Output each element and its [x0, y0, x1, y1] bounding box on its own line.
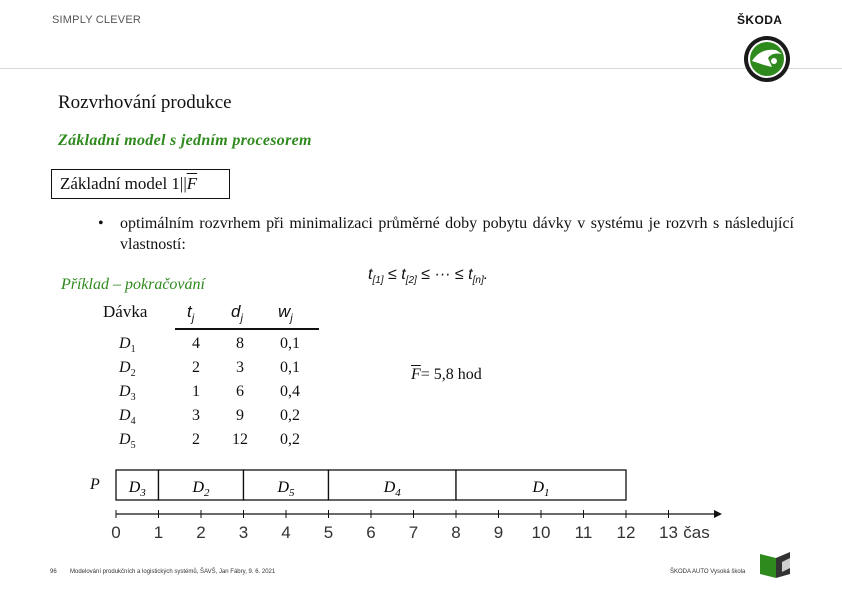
table-cell-w: 0,2: [280, 431, 300, 448]
batch-table: [95, 302, 325, 452]
axis-tick-label: 11: [574, 523, 593, 542]
header-w: $w_j$: [278, 302, 293, 325]
table-cell-t: 2: [192, 431, 200, 448]
axis-tick-label: 13: [659, 523, 678, 542]
table-cell-t: 4: [192, 335, 200, 352]
table-cell-t: 2: [192, 359, 200, 376]
axis-tick-label: 4: [281, 523, 291, 542]
axis-unit-label: čas: [683, 523, 710, 542]
processor-label: P: [90, 476, 100, 493]
gantt-segment-label: $D_2$: [192, 479, 210, 499]
axis-tick-label: 5: [323, 523, 334, 542]
gantt-segment-label: $D_4$: [383, 479, 401, 499]
table-cell-w: 0,4: [280, 383, 300, 400]
objective-number: = 5,8 hod: [420, 366, 482, 383]
example-heading: Příklad – pokračování: [61, 276, 205, 293]
axis-tick-label: 10: [531, 523, 551, 542]
brand-slogan: SIMPLY CLEVER: [52, 14, 142, 26]
gantt-segment-label: $D_1$: [532, 479, 550, 499]
footer-school: ŠKODA AUTO Vysoká škola: [670, 569, 746, 575]
formula-text: $t_{[1]} \le t_{[2]}$ ≤ ··· ≤ $t_{[n]}$.: [368, 266, 489, 287]
table-cell-batch: $D_2$: [119, 359, 136, 380]
axis-tick-label: 6: [366, 523, 376, 542]
axis-tick-label: 8: [451, 523, 461, 542]
axis-tick-label: 12: [616, 523, 636, 542]
axis-tick-label: 3: [238, 523, 249, 542]
objective-symbol: $\overline{F}$: [411, 366, 421, 383]
bullet-text: optimálním rozvrhem při minimalizaci průměrné doby pobytu dávky v systému je rozvrh s následující vlastností:: [120, 215, 794, 253]
table-cell-d: 6: [236, 383, 244, 400]
table-cell-t: 1: [192, 383, 200, 400]
table-header-rule: [175, 328, 319, 330]
model-symbol: $\overline{F}$: [186, 174, 198, 193]
page-title: Rozvrhování produkce: [58, 92, 232, 113]
axis-tick-label: 0: [111, 523, 121, 542]
table-cell-d: 8: [236, 335, 244, 352]
table-cell-d: 3: [236, 359, 244, 376]
table-cell-batch: $D_1$: [119, 335, 136, 356]
gantt-segment-label: $D_5$: [277, 479, 295, 499]
axis-tick-label: 2: [196, 523, 206, 542]
page-number: 96: [50, 569, 57, 575]
table-cell-batch: $D_4$: [119, 407, 136, 428]
table-cell-batch: $D_3$: [119, 383, 136, 404]
header-batch: Dávka: [103, 302, 148, 321]
brand-name: ŠKODA: [737, 13, 783, 27]
ordering-formula: [368, 266, 488, 286]
gantt-segment-label: $D_3$: [128, 479, 146, 499]
model-label: Základní model 1||: [60, 174, 187, 193]
header-d: $d_j$: [231, 302, 243, 325]
skoda-logo-icon: [742, 34, 792, 84]
gantt-chart: [100, 464, 740, 552]
footer-course: Modelování produkčních a logistických systémů, ŠAVŠ, Jan Fábry, 9. 6. 2021: [70, 569, 276, 575]
axis-arrow-icon: [714, 510, 722, 518]
axis-tick-label: 1: [153, 523, 164, 542]
table-cell-w: 0,2: [280, 407, 300, 424]
table-cell-d: 12: [232, 431, 248, 448]
axis-tick-label: 7: [408, 523, 419, 542]
table-cell-w: 0,1: [280, 335, 300, 352]
table-cell-d: 9: [236, 407, 244, 424]
page-subtitle: Základní model s jedním procesorem: [58, 132, 312, 149]
axis-tick-label: 9: [493, 523, 504, 542]
header-divider: [0, 68, 842, 69]
table-cell-w: 0,1: [280, 359, 300, 376]
table-cell-batch: $D_5$: [119, 431, 136, 452]
objective-value: [411, 366, 482, 384]
table-cell-t: 3: [192, 407, 200, 424]
bullet-item: [100, 213, 794, 255]
model-box: [51, 169, 230, 199]
bullet-dot-icon: •: [98, 215, 104, 232]
header-t: $t_j$: [187, 302, 195, 325]
flag-icon: [760, 552, 794, 580]
